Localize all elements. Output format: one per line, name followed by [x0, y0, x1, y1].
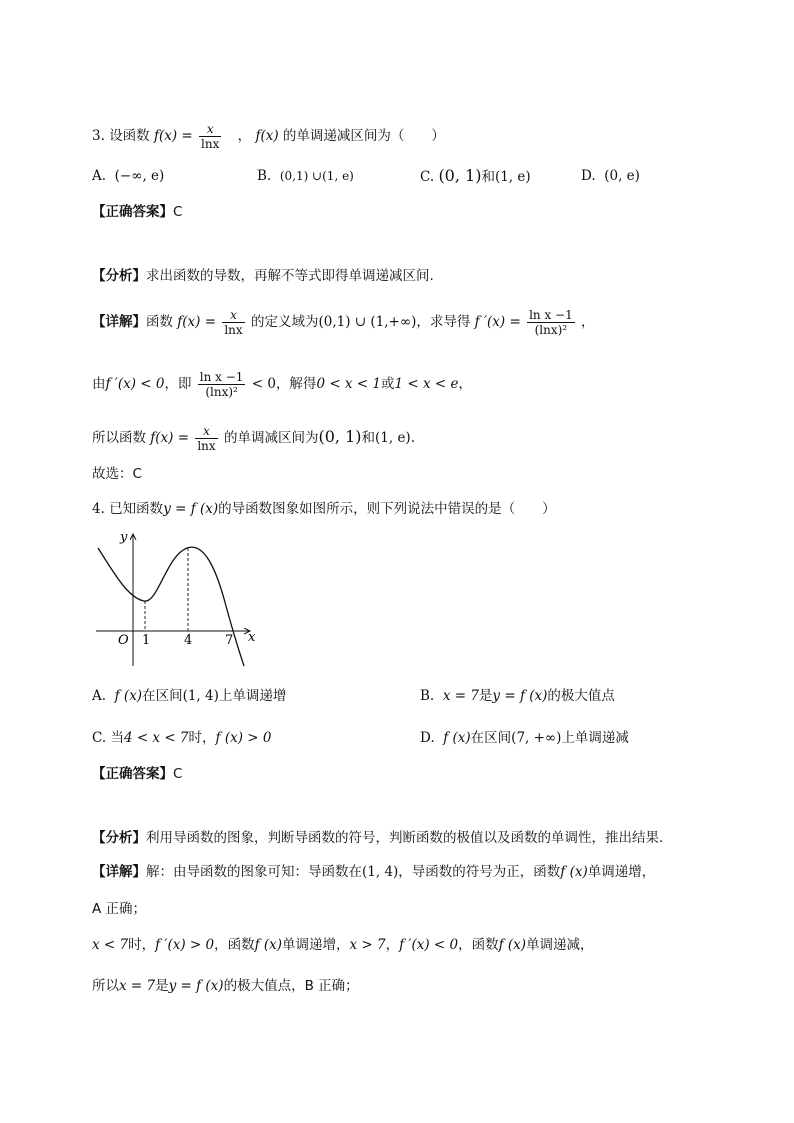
q3-number: 3.: [92, 128, 105, 144]
x-axis-label: x: [248, 630, 256, 645]
q3-analysis: 【分析】求出函数的导数，再解不等式即得单调递减区间.: [92, 268, 434, 284]
q4-detail-line3: x < 7时，f ′(x) > 0，函数f (x)单调递增，x > 7，f ′(x) < 0，函数f (x)单调递减，: [92, 937, 594, 953]
q4-stem: 4. 已知函数y = f (x)的导函数图象如图所示，则下列说法中错误的是（ ）: [92, 501, 556, 517]
q3-detail-line2: 由f ′(x) < 0，即 $\frac{\text{ln x −1}}{\text{(lnx)²}}$ < 0，解得0 < x < 1或1 < x < e，: [92, 370, 473, 399]
q3-choose: 故选：C: [92, 466, 142, 482]
q3-answer: 【正确答案】C: [92, 204, 183, 220]
q4-detail-line1: 【详解】解：由导函数的图象可知：导函数在(1, 4)，导函数的符号为正，函数f (x)单调递增，: [92, 864, 656, 880]
tick-label-7: 7: [225, 633, 234, 648]
derivative-curve: [98, 547, 244, 666]
q4-option-d: D. f (x)在区间(7, +∞)上单调递减: [420, 730, 629, 746]
q4-analysis: 【分析】利用导函数的图象，判断导函数的符号，判断函数的极值以及函数的单调性，推出结果．: [92, 830, 673, 846]
q3-option-a: A. (−∞, e): [92, 168, 165, 184]
q4-option-c: C. 当4 < x < 7时，f (x) > 0: [92, 730, 272, 746]
q3-fraction: $\frac{x}{\ln x}$: [201, 122, 220, 151]
q3-option-b: B. (0,1) ∪(1, e): [257, 168, 354, 184]
derivative-graph: [92, 528, 262, 670]
q4-detail-line4: 所以x = 7是y = f (x)的极大值点，B 正确；: [92, 978, 359, 994]
q3-option-d: D. (0, e): [581, 168, 640, 184]
tick-label-4: 4: [184, 633, 193, 648]
y-axis-label: y: [120, 530, 128, 545]
q4-option-a: A. f (x)在区间(1, 4)上单调递增: [92, 688, 287, 704]
q4-number: 4.: [92, 501, 105, 517]
q3-detail-line1: 【详解】函数 f(x) = $\frac{x}{\ln x}$ 的定义域为(0,1) ∪ (1,+∞)，求导得 f ′(x) = $\frac{\text{ln x −1}}{\text{(lnx)²}}$ ，: [92, 308, 595, 337]
q3-stem: 3. 设函数 f(x) = $\frac{x}{\ln x}$ ， f(x) 的单调递减区间为（ ）: [92, 122, 445, 151]
q3-detail-line3: 所以函数 f(x) = $\frac{x}{\ln x}$ 的单调减区间为(0, 1)和(1, e).: [92, 424, 415, 453]
origin-label: O: [118, 633, 129, 648]
tick-label-1: 1: [142, 633, 151, 648]
q4-option-b: B. x = 7是y = f (x)的极大值点: [420, 688, 615, 704]
q4-answer: 【正确答案】C: [92, 766, 183, 782]
q3-option-c: C. (0, 1)和(1, e): [420, 166, 531, 185]
q4-detail-line2: A 正确；: [92, 901, 147, 917]
